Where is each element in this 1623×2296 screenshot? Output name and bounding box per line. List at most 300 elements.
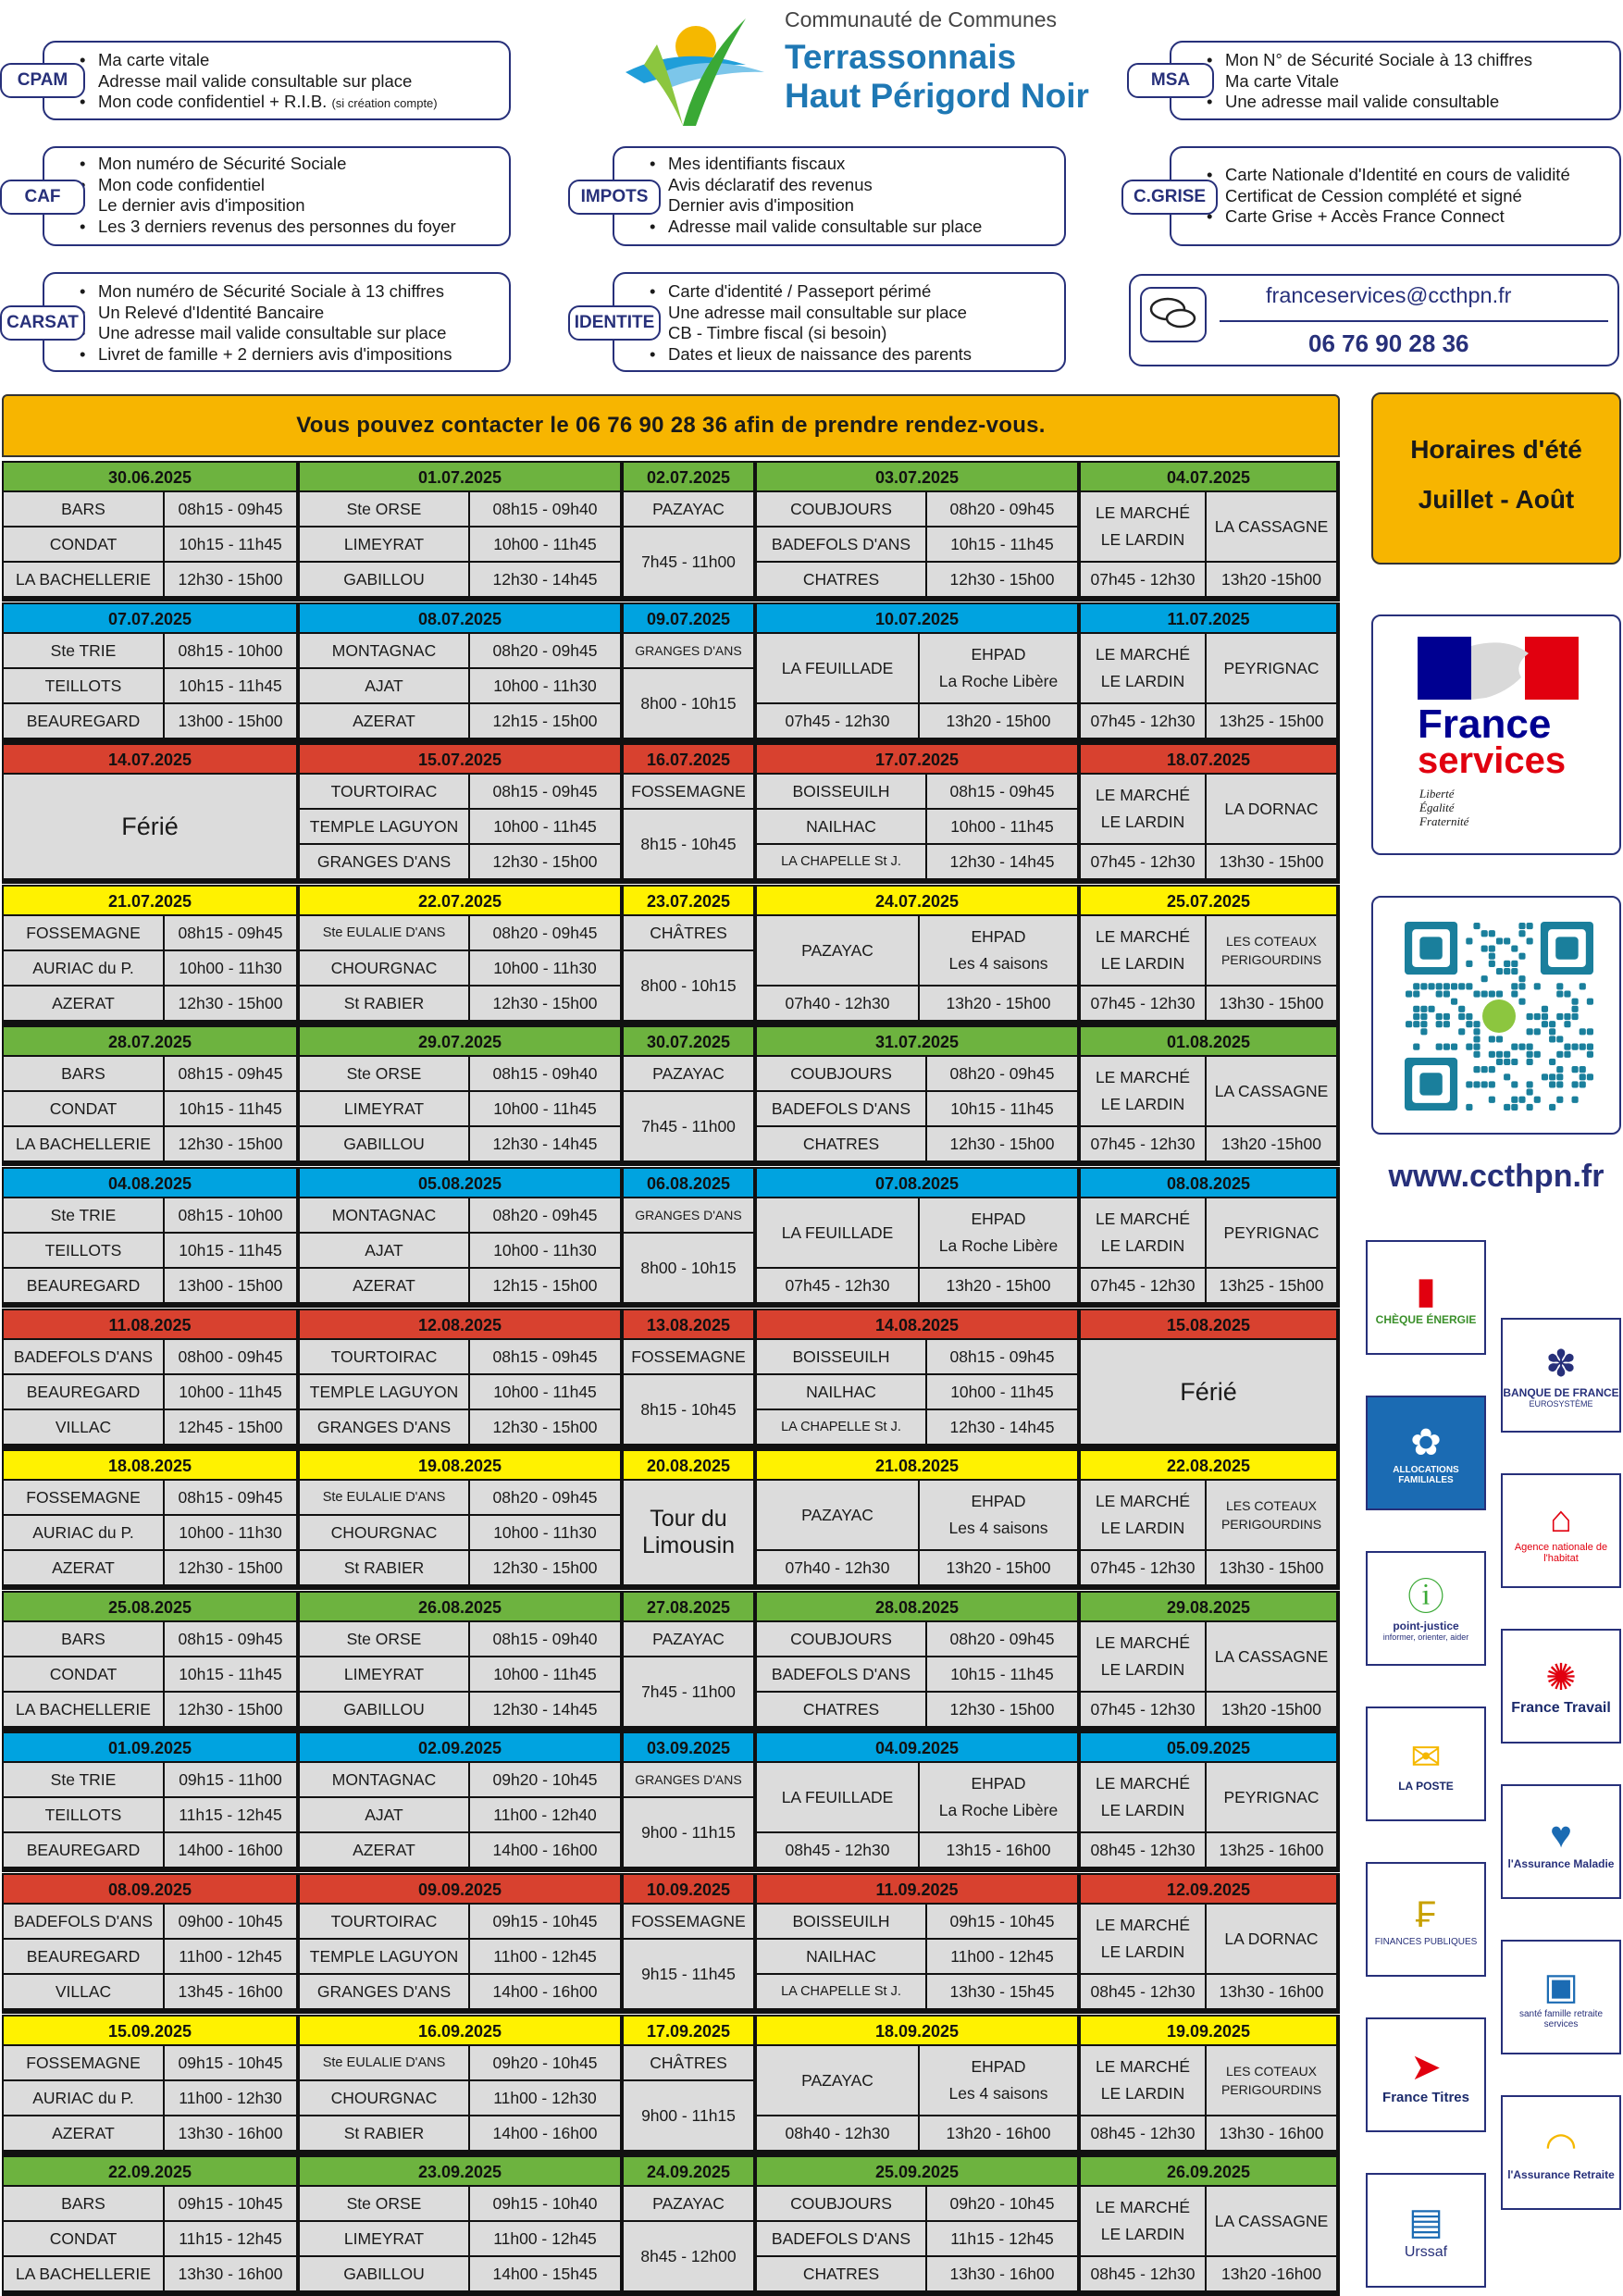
commune-cell: BADEFOLS D'ANS (4, 1340, 163, 1373)
cgrise-item: • Certificat de Cession complété et signé (1225, 186, 1619, 207)
commune-cell: AURIAC du P. (4, 2081, 163, 2115)
qr-module (1580, 1066, 1586, 1073)
time-cell: 10h00 - 11h30 (165, 1516, 296, 1549)
france-travail-label: France Travail (1511, 1700, 1611, 1716)
friday-morning-time: 08h45 - 12h30 (1081, 2257, 1205, 2290)
friday-afternoon-commune: LA CASSAGNE (1207, 1057, 1336, 1125)
qr-module (1564, 1051, 1570, 1058)
qr-module (1504, 968, 1510, 974)
commune-cell: BADEFOLS D'ANS (757, 527, 925, 561)
friday-morning-time: 07h45 - 12h30 (1081, 1127, 1205, 1160)
time-cell: 08h15 - 09h45 (470, 775, 620, 808)
qr-module (1549, 1021, 1555, 1027)
date-header: 30.07.2025 (624, 1027, 753, 1055)
qr-module (1564, 990, 1570, 997)
caf-tag: CAF (0, 180, 85, 215)
commune-cell: BADEFOLS D'ANS (757, 2222, 925, 2255)
time-cell: 13h30 - 16h00 (927, 2257, 1077, 2290)
holiday-cell: Férié (1081, 1340, 1336, 1444)
time-cell: 12h30 - 15h00 (165, 563, 296, 596)
qr-module (1473, 1081, 1480, 1087)
msa-item: • Une adresse mail valide consultable (1225, 92, 1619, 113)
time-cell: 10h00 - 11h30 (165, 951, 296, 985)
qr-module (1518, 999, 1525, 1005)
commune-cell: LA BACHELLERIE (4, 2257, 163, 2290)
qr-module (1564, 1021, 1570, 1027)
commune-cell: TEMPLE LAGUYON (300, 1375, 468, 1409)
qr-module (1572, 1044, 1579, 1050)
thursday-commune: LA FEUILLADE (757, 1763, 918, 1831)
time-cell: 09h00 - 10h45 (165, 1905, 296, 1938)
date-header: 28.07.2025 (4, 1027, 296, 1055)
cpam-item: • Ma carte vitale (98, 50, 509, 71)
cpam-box (43, 41, 511, 120)
date-header: 24.07.2025 (757, 887, 1077, 914)
commune-cell: BOISSEUILH (757, 1905, 925, 1938)
qr-module (1458, 1013, 1465, 1020)
banque-de-france-label: BANQUE DE FRANCE (1503, 1386, 1619, 1399)
qr-module (1511, 1081, 1518, 1087)
market-cell-line: LE LARDIN (1100, 813, 1185, 831)
commune-cell: CONDAT (4, 2222, 163, 2255)
commune-cell: BEAUREGARD (4, 1269, 163, 1302)
time-cell: 08h15 - 09h45 (165, 492, 296, 526)
time-cell: 10h00 - 11h30 (470, 1516, 620, 1549)
wednesday-time: 9h00 - 11h15 (624, 2081, 753, 2150)
wednesday-commune: CHÂTRES (624, 2046, 753, 2079)
commune-cell: BEAUREGARD (4, 704, 163, 738)
org-line3: Haut Périgord Noir (785, 77, 1089, 115)
week-block (2, 1591, 1340, 1731)
msa-logo-label: santé famille retraite services (1518, 2009, 1604, 2029)
market-cell-line: LE MARCHÉ (1095, 645, 1191, 664)
commune-cell: BEAUREGARD (4, 1940, 163, 1973)
qr-module (1473, 1044, 1480, 1050)
commune-cell: TEMPLE LAGUYON (300, 1940, 468, 1973)
date-header: 05.09.2025 (1081, 1733, 1336, 1761)
thursday-commune: LA FEUILLADE (757, 634, 918, 702)
friday-afternoon-commune: PEYRIGNAC (1207, 1763, 1336, 1831)
ehpad-cell-line: La Roche Libère (938, 1236, 1059, 1255)
market-cell-line: LE LARDIN (1100, 954, 1185, 973)
carsat-item: • Mon numéro de Sécurité Sociale à 13 chiffres (98, 281, 509, 303)
msa-item: • Ma carte Vitale (1225, 71, 1619, 93)
wednesday-time: 8h00 - 10h15 (624, 669, 753, 738)
wednesday-time: 8h45 - 12h00 (624, 2222, 753, 2290)
thursday-afternoon-time: 13h20 - 15h00 (920, 1269, 1077, 1302)
week-block (2, 602, 1340, 743)
eurosysteme-label: EUROSYSTÈME (1529, 1399, 1593, 1409)
wednesday-time: 8h15 - 10h45 (624, 810, 753, 878)
commune-cell: TOURTOIRAC (300, 775, 468, 808)
date-header: 26.09.2025 (1081, 2157, 1336, 2185)
qr-module (1481, 945, 1488, 951)
qr-module (1549, 1028, 1555, 1035)
market-cell-line: LE MARCHÉ (1095, 1068, 1191, 1086)
summer-hours-period: Juillet - Août (1418, 485, 1575, 514)
market-cell-line: LE LARDIN (1100, 1095, 1185, 1113)
anah-logo (1501, 1473, 1621, 1588)
qr-module (1564, 1044, 1570, 1050)
date-header: 21.08.2025 (757, 1451, 1077, 1479)
ehpad-cell (920, 916, 1077, 985)
time-cell: 13h00 - 15h00 (165, 1269, 296, 1302)
msa-tag: MSA (1127, 63, 1214, 98)
qr-module (1504, 937, 1510, 944)
qr-module (1587, 1074, 1593, 1080)
msa-logo-icon: ▣ (1543, 1967, 1579, 2007)
date-header: 03.07.2025 (757, 463, 1077, 490)
ehpad-cell-line: EHPAD (971, 645, 1026, 664)
impots-item: • Mes identifiants fiscaux (668, 154, 1064, 175)
motto-egalite: Égalité (1419, 800, 1455, 814)
commune-cell: MONTAGNAC (300, 1763, 468, 1796)
qr-module (1466, 1021, 1472, 1027)
impots-tag: IMPOTS (568, 180, 661, 215)
commune-cell: Ste TRIE (4, 1763, 163, 1796)
qr-code-icon[interactable] (1405, 922, 1593, 1111)
time-cell: 10h00 - 11h45 (165, 1375, 296, 1409)
time-cell: 11h00 - 12h45 (165, 1940, 296, 1973)
qr-module (1496, 1059, 1503, 1065)
qr-module (1443, 1013, 1450, 1020)
commune-cell: BADEFOLS D'ANS (4, 1905, 163, 1938)
commune-cell: LA BACHELLERIE (4, 1693, 163, 1726)
thursday-morning-time: 08h45 - 12h30 (757, 1833, 918, 1867)
time-cell: 11h15 - 12h45 (165, 1798, 296, 1831)
time-cell: 10h15 - 11h45 (927, 527, 1077, 561)
friday-morning-time: 07h45 - 12h30 (1081, 704, 1205, 738)
time-cell: 14h00 - 16h00 (470, 1975, 620, 2008)
la-poste-icon: ✉ (1410, 1737, 1442, 1778)
commune-cell: NAILHAC (757, 810, 925, 843)
thursday-morning-time: 07h45 - 12h30 (757, 704, 918, 738)
qr-module (1458, 1006, 1465, 1012)
date-header: 04.07.2025 (1081, 463, 1336, 490)
qr-module (1580, 1028, 1586, 1035)
date-header: 24.09.2025 (624, 2157, 753, 2185)
time-cell: 08h20 - 09h45 (470, 916, 620, 949)
time-cell: 10h00 - 11h30 (470, 669, 620, 702)
date-header: 17.07.2025 (757, 745, 1077, 773)
date-header: 22.07.2025 (300, 887, 620, 914)
ccthpn-logo-mark (607, 7, 792, 128)
motto-liberte: Liberté (1419, 787, 1455, 800)
qr-finder (1419, 1073, 1442, 1095)
qr-module (1527, 1081, 1533, 1087)
wednesday-time: 7h45 - 11h00 (624, 1092, 753, 1160)
market-cell-line: LE MARCHÉ (1095, 1916, 1191, 1934)
time-cell: 12h30 - 15h00 (165, 1551, 296, 1584)
qr-module (1420, 1028, 1427, 1035)
date-header: 05.08.2025 (300, 1169, 620, 1197)
qr-module (1527, 1051, 1533, 1058)
date-header: 21.07.2025 (4, 887, 296, 914)
date-header: 30.06.2025 (4, 463, 296, 490)
time-cell: 11h00 - 12h30 (470, 2081, 620, 2115)
time-cell: 08h20 - 09h45 (470, 634, 620, 667)
commune-cell: COUBJOURS (757, 2187, 925, 2220)
commune-cell: GABILLOU (300, 563, 468, 596)
commune-cell: BARS (4, 1057, 163, 1090)
caf-item: • Mon numéro de Sécurité Sociale (98, 154, 509, 175)
commune-cell: AJAT (300, 1234, 468, 1267)
ehpad-cell-line: Les 4 saisons (948, 1519, 1048, 1537)
qr-module (1511, 961, 1518, 967)
commune-cell: VILLAC (4, 1975, 163, 2008)
market-cell-line: LE MARCHÉ (1095, 1633, 1191, 1652)
time-cell: 12h30 - 15h00 (470, 987, 620, 1020)
date-header: 18.09.2025 (757, 2017, 1077, 2044)
time-cell: 08h20 - 09h45 (927, 1622, 1077, 1656)
week-block (2, 743, 1340, 884)
qr-module (1572, 1013, 1579, 1020)
identite-tag: IDENTITE (568, 305, 661, 341)
banque-de-france-icon: ✽ (1545, 1344, 1577, 1384)
time-cell: 11h00 - 12h40 (470, 1798, 620, 1831)
friday-afternoon-time: 13h20 -15h00 (1207, 1127, 1336, 1160)
ehpad-cell (920, 1481, 1077, 1549)
identite-item: • Carte d'identité / Passeport périmé (668, 281, 1064, 303)
time-cell: 10h15 - 11h45 (165, 1657, 296, 1691)
qr-module (1413, 990, 1419, 997)
qr-module (1549, 1081, 1555, 1087)
market-cell-line: LE LARDIN (1100, 2225, 1185, 2243)
week-block (2, 461, 1340, 602)
date-header: 08.08.2025 (1081, 1169, 1336, 1197)
commune-cell: CHATRES (757, 563, 925, 596)
commune-cell: Ste TRIE (4, 1198, 163, 1232)
commune-cell: TEILLOTS (4, 669, 163, 702)
qr-module (1451, 1044, 1457, 1050)
date-header: 01.07.2025 (300, 463, 620, 490)
wednesday-time: 7h45 - 11h00 (624, 527, 753, 596)
time-cell: 12h30 - 14h45 (470, 563, 620, 596)
qr-module (1496, 968, 1503, 974)
caf-item: • Mon code confidentiel (98, 175, 509, 196)
qr-module (1542, 1013, 1548, 1020)
wednesday-commune: FOSSEMAGNE (624, 1340, 753, 1373)
date-header: 15.08.2025 (1081, 1310, 1336, 1338)
commune-cell: Ste ORSE (300, 1622, 468, 1656)
friday-morning-time: 08h45 - 12h30 (1081, 2116, 1205, 2150)
qr-module (1466, 961, 1472, 967)
date-header: 03.09.2025 (624, 1733, 753, 1761)
time-cell: 13h30 - 15h45 (927, 1975, 1077, 2008)
qr-module (1518, 975, 1525, 982)
thursday-commune: LA FEUILLADE (757, 1198, 918, 1267)
qr-module (1542, 1074, 1548, 1080)
commune-cell: Ste ORSE (300, 492, 468, 526)
org-line1: Communauté de Communes (785, 7, 1058, 31)
qr-module (1572, 1097, 1579, 1103)
qr-module (1549, 1059, 1555, 1065)
commune-cell: AURIAC du P. (4, 951, 163, 985)
date-header: 02.07.2025 (624, 463, 753, 490)
thursday-afternoon-time: 13h20 - 16h00 (920, 2116, 1077, 2150)
qr-module (1556, 1081, 1563, 1087)
time-cell: 09h20 - 10h45 (927, 2187, 1077, 2220)
time-cell: 12h30 - 15h00 (927, 1693, 1077, 1726)
qr-module (1534, 1028, 1541, 1035)
impots-box (613, 146, 1066, 246)
commune-cell: St RABIER (300, 2116, 468, 2150)
qr-module (1527, 1028, 1533, 1035)
date-header: 01.08.2025 (1081, 1027, 1336, 1055)
market-cell-line: LE LARDIN (1100, 2084, 1185, 2103)
market-cell-line: LE MARCHÉ (1095, 2057, 1191, 2076)
week-block (2, 1167, 1340, 1308)
ehpad-cell (920, 2046, 1077, 2115)
website-link[interactable]: www.ccthpn.fr (1388, 1159, 1604, 1194)
qr-module (1572, 1006, 1579, 1012)
market-cell-line: LE LARDIN (1100, 672, 1185, 690)
market-cell (1081, 1481, 1205, 1549)
qr-module (1518, 983, 1525, 989)
cheque-energie-logo (1366, 1240, 1486, 1355)
date-header: 12.08.2025 (300, 1310, 620, 1338)
identite-box (613, 272, 1066, 372)
market-cell-line: LE LARDIN (1100, 1942, 1185, 1961)
cpam-item-text: Mon code confidentiel + R.I.B. (98, 92, 328, 111)
date-header: 04.09.2025 (757, 1733, 1077, 1761)
qr-module (1534, 1051, 1541, 1058)
wednesday-commune: CHÂTRES (624, 916, 753, 949)
qr-module (1534, 1013, 1541, 1020)
date-header: 29.07.2025 (300, 1027, 620, 1055)
qr-module (1436, 1013, 1443, 1020)
summer-hours-title: Horaires d'été (1410, 435, 1582, 464)
market-cell-line: LE LARDIN (1100, 1519, 1185, 1537)
commune-cell: CONDAT (4, 1657, 163, 1691)
contact-box (1129, 274, 1619, 366)
commune-cell: Ste ORSE (300, 2187, 468, 2220)
assurance-maladie-icon: ♥ (1550, 1815, 1572, 1855)
commune-cell: GABILLOU (300, 1693, 468, 1726)
ehpad-cell-line: La Roche Libère (938, 672, 1059, 690)
qr-module (1556, 990, 1563, 997)
ehpad-cell-line: EHPAD (971, 927, 1026, 946)
market-cell-line: LE MARCHÉ (1095, 927, 1191, 946)
qr-module (1527, 1104, 1533, 1111)
ehpad-cell (920, 634, 1077, 702)
date-header: 10.09.2025 (624, 1875, 753, 1903)
date-header: 06.08.2025 (624, 1169, 753, 1197)
time-cell: 10h00 - 11h45 (470, 1092, 620, 1125)
qr-module (1413, 1013, 1419, 1020)
ehpad-cell-line: EHPAD (971, 1492, 1026, 1510)
qr-module (1504, 1059, 1510, 1065)
commune-cell: VILLAC (4, 1410, 163, 1444)
date-header: 14.07.2025 (4, 745, 296, 773)
qr-module (1549, 1074, 1555, 1080)
commune-cell: BARS (4, 492, 163, 526)
friday-afternoon-time: 13h30 - 16h00 (1207, 2116, 1336, 2150)
commune-cell: St RABIER (300, 987, 468, 1020)
week-block (2, 2155, 1340, 2296)
qr-module (1564, 1013, 1570, 1020)
france-services-title2: services (1418, 740, 1567, 781)
qr-module (1527, 1059, 1533, 1065)
commune-cell: BEAUREGARD (4, 1833, 163, 1867)
contact-email[interactable]: franceservices@ccthpn.fr (1266, 283, 1512, 307)
time-cell: 11h00 - 12h30 (165, 2081, 296, 2115)
commune-cell: LA BACHELLERIE (4, 563, 163, 596)
qr-module (1466, 983, 1472, 989)
market-cell-line: LE LARDIN (1100, 1660, 1185, 1679)
qr-module (1436, 1021, 1443, 1027)
commune-cell: LA CHAPELLE St J. (757, 1975, 925, 2008)
qr-module (1428, 1006, 1434, 1012)
qr-module (1489, 1051, 1495, 1058)
qr-module (1580, 1081, 1586, 1087)
qr-module (1481, 1081, 1488, 1087)
time-cell: 14h00 - 16h00 (165, 1833, 296, 1867)
qr-code-box (1371, 896, 1621, 1135)
time-cell: 13h30 - 16h00 (165, 2257, 296, 2290)
friday-afternoon-time: 13h25 - 15h00 (1207, 704, 1336, 738)
wednesday-commune: GRANGES D'ANS (624, 634, 753, 667)
friday-afternoon-time: 13h25 - 15h00 (1207, 1269, 1336, 1302)
qr-module (1413, 1006, 1419, 1012)
week-block (2, 1873, 1340, 2014)
commune-cell: COUBJOURS (757, 1057, 925, 1090)
qr-module (1481, 1066, 1488, 1073)
time-cell: 08h00 - 09h45 (165, 1340, 296, 1373)
market-cell-line: LE MARCHÉ (1095, 1492, 1191, 1510)
date-header: 31.07.2025 (757, 1027, 1077, 1055)
qr-module (1473, 923, 1480, 929)
time-cell: 08h15 - 10h00 (165, 1198, 296, 1232)
week-block (2, 885, 1340, 1025)
qr-module (1556, 1013, 1563, 1020)
qr-module (1451, 983, 1457, 989)
thursday-commune: PAZAYAC (757, 1481, 918, 1549)
friday-morning-time: 07h45 - 12h30 (1081, 563, 1205, 596)
wednesday-commune: GRANGES D'ANS (624, 1763, 753, 1796)
qr-module (1518, 953, 1525, 960)
qr-module (1556, 1066, 1563, 1073)
friday-morning-time: 08h45 - 12h30 (1081, 1975, 1205, 2008)
ehpad-cell-line: La Roche Libère (938, 1801, 1059, 1819)
commune-cell: BARS (4, 1622, 163, 1656)
friday-afternoon-commune: LES COTEAUX PERIGOURDINS (1207, 916, 1336, 985)
wednesday-time: 9h15 - 11h45 (624, 1940, 753, 2008)
market-cell-line: LE MARCHÉ (1095, 2198, 1191, 2216)
commune-cell: AJAT (300, 669, 468, 702)
qr-module (1527, 937, 1533, 944)
wednesday-time: 8h00 - 10h15 (624, 951, 753, 1020)
commune-cell: AZERAT (300, 1833, 468, 1867)
qr-center-logo (1482, 999, 1516, 1033)
time-cell: 08h20 - 09h45 (927, 492, 1077, 526)
qr-module (1542, 1006, 1548, 1012)
date-header: 26.08.2025 (300, 1593, 620, 1620)
qr-module (1511, 1044, 1518, 1050)
urssaf-icon: ▤ (1408, 2202, 1443, 2242)
event-cell-line: Tour du (650, 1506, 727, 1532)
time-cell: 12h30 - 14h45 (927, 845, 1077, 878)
time-cell: 12h30 - 15h00 (165, 1127, 296, 1160)
qr-module (1556, 1097, 1563, 1103)
date-header: 11.09.2025 (757, 1875, 1077, 1903)
qr-module (1420, 1021, 1427, 1027)
commune-cell: CHATRES (757, 1127, 925, 1160)
qr-module (1511, 1097, 1518, 1103)
time-cell: 12h30 - 15h00 (470, 1551, 620, 1584)
commune-cell: AZERAT (300, 704, 468, 738)
france-travail-icon: ✺ (1545, 1657, 1577, 1698)
